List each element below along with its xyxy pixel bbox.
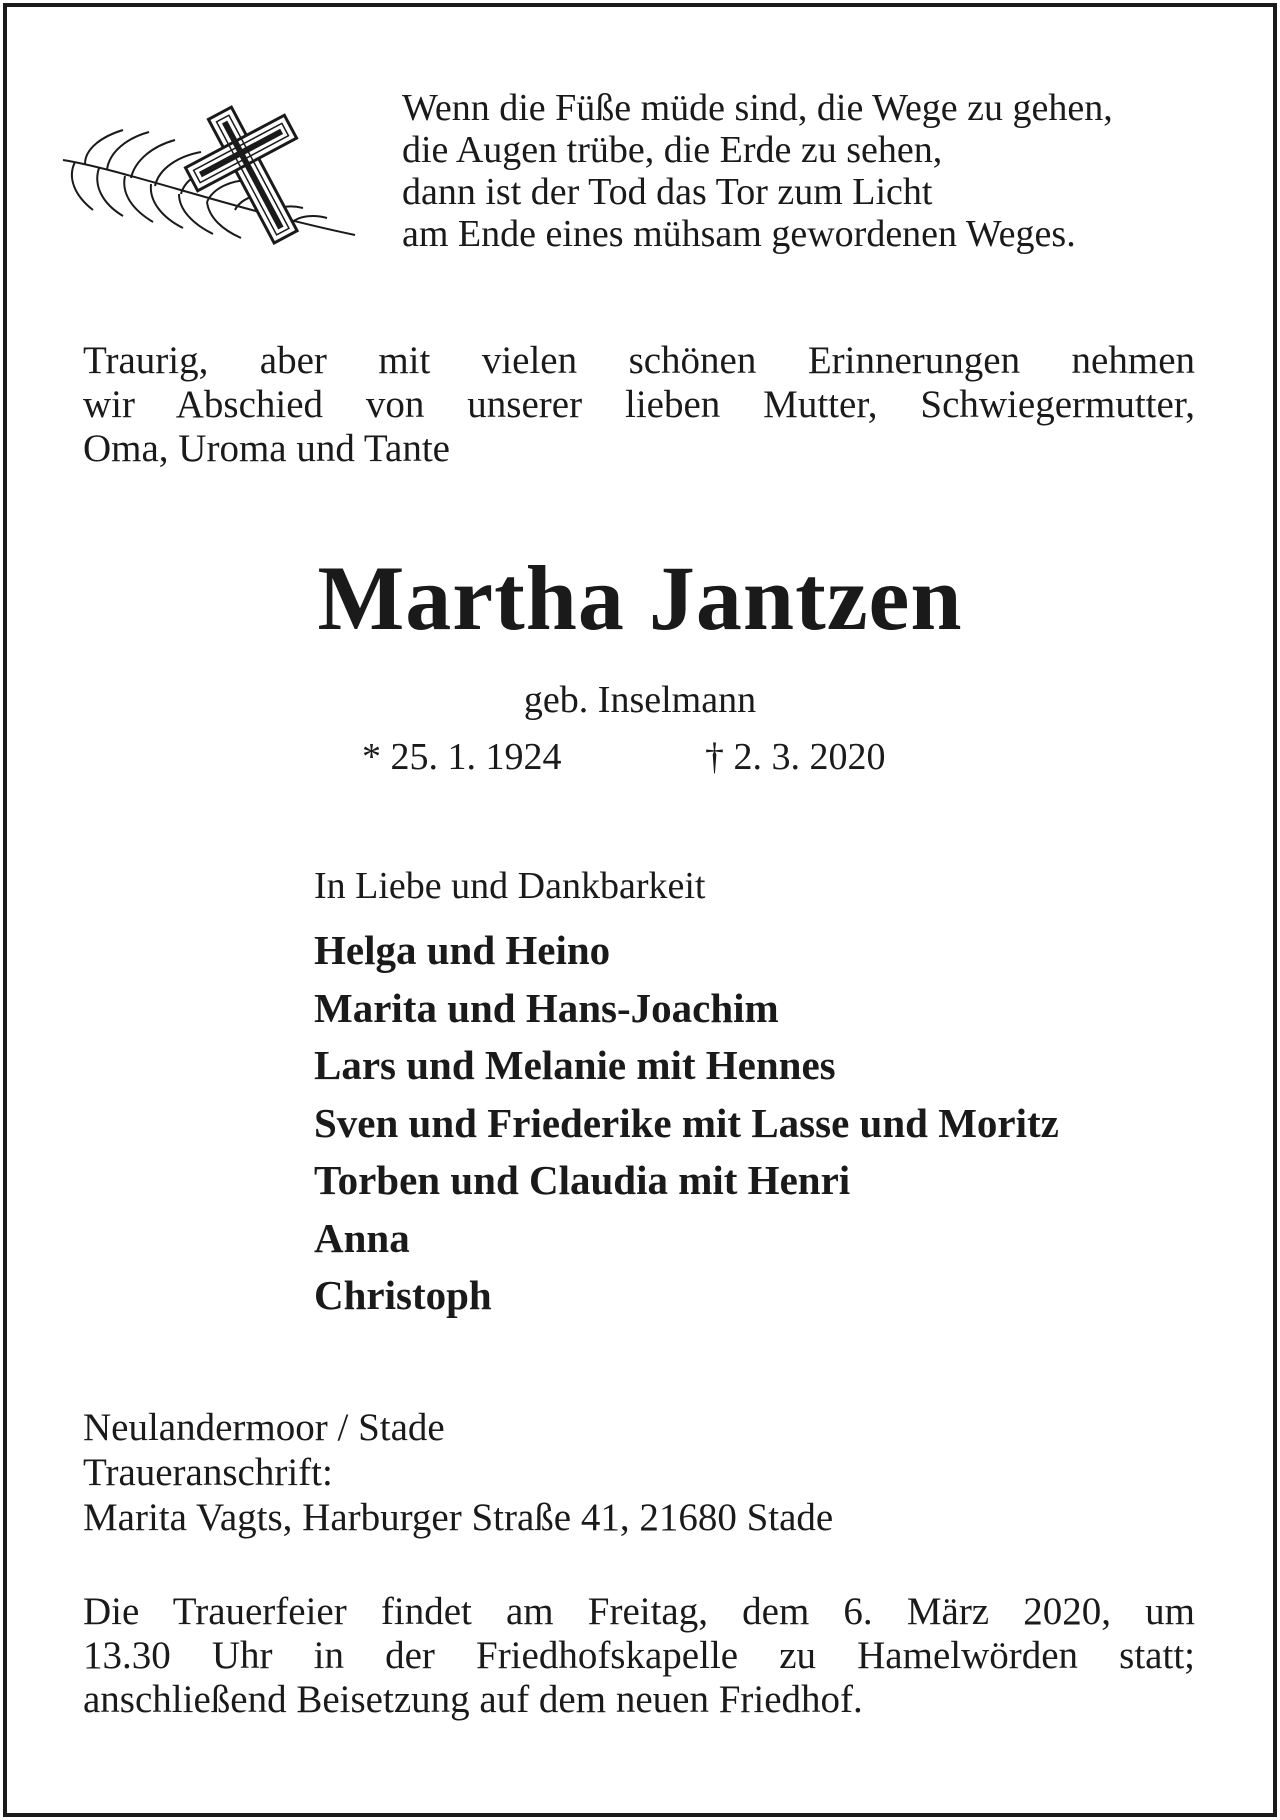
poem — [402, 87, 1113, 255]
address-line: Marita Vagts, Harburger Straße 41, 21680 Stade — [83, 1496, 834, 1539]
family-member: Christoph — [314, 1272, 492, 1318]
birth-name: geb. Inselmann — [523, 679, 757, 721]
ceremony-line: Die Trauerfeier findet am Freitag, dem 6. März 2020, um — [83, 1590, 1195, 1633]
ceremony-line: 13.30 Uhr in der Friedhofskapelle zu Hamelwörden statt; — [83, 1634, 1195, 1677]
family-member: Helga und Heino — [314, 927, 611, 973]
ceremony-notice — [83, 1590, 1195, 1722]
death-date: † 2. 3. 2020 — [705, 736, 886, 778]
mourning-address — [83, 1405, 833, 1540]
family-member: Lars und Melanie mit Hennes — [314, 1042, 836, 1088]
cross-with-palm-frond-icon — [55, 100, 375, 250]
family-member: Sven und Friederike mit Lasse und Moritz — [314, 1099, 1059, 1146]
place-line: Neulandermoor / Stade — [83, 1406, 445, 1449]
intro-line: Traurig, aber mit vielen schönen Erinnerungen nehmen — [83, 339, 1195, 382]
address-label: Traueranschrift: — [83, 1451, 333, 1494]
family-heading: In Liebe und Dankbarkeit — [314, 865, 706, 907]
deceased-name: Martha Jantzen — [317, 547, 963, 649]
family-member: Torben und Claudia mit Henri — [314, 1157, 851, 1203]
poem-line: die Augen trübe, die Erde zu sehen, — [402, 129, 943, 171]
family-member: Anna — [314, 1214, 410, 1261]
intro-line: wir Abschied von unserer lieben Mutter, Schwiegermutter, — [83, 383, 1195, 426]
family-member: Marita und Hans-Joachim — [314, 984, 779, 1031]
birth-date: * 25. 1. 1924 — [362, 736, 562, 778]
family-list — [314, 864, 1059, 1325]
poem-line: dann ist der Tod das Tor zum Licht — [402, 171, 933, 213]
poem-line: Wenn die Füße müde sind, die Wege zu gehen, — [402, 87, 1113, 129]
poem-line: am Ende eines mühsam gewordenen Weges. — [402, 213, 1076, 255]
intro-line: Oma, Uroma und Tante — [83, 427, 450, 470]
intro-text — [83, 339, 1195, 471]
ceremony-line: anschließend Beisetzung auf dem neuen Friedhof. — [83, 1678, 863, 1721]
